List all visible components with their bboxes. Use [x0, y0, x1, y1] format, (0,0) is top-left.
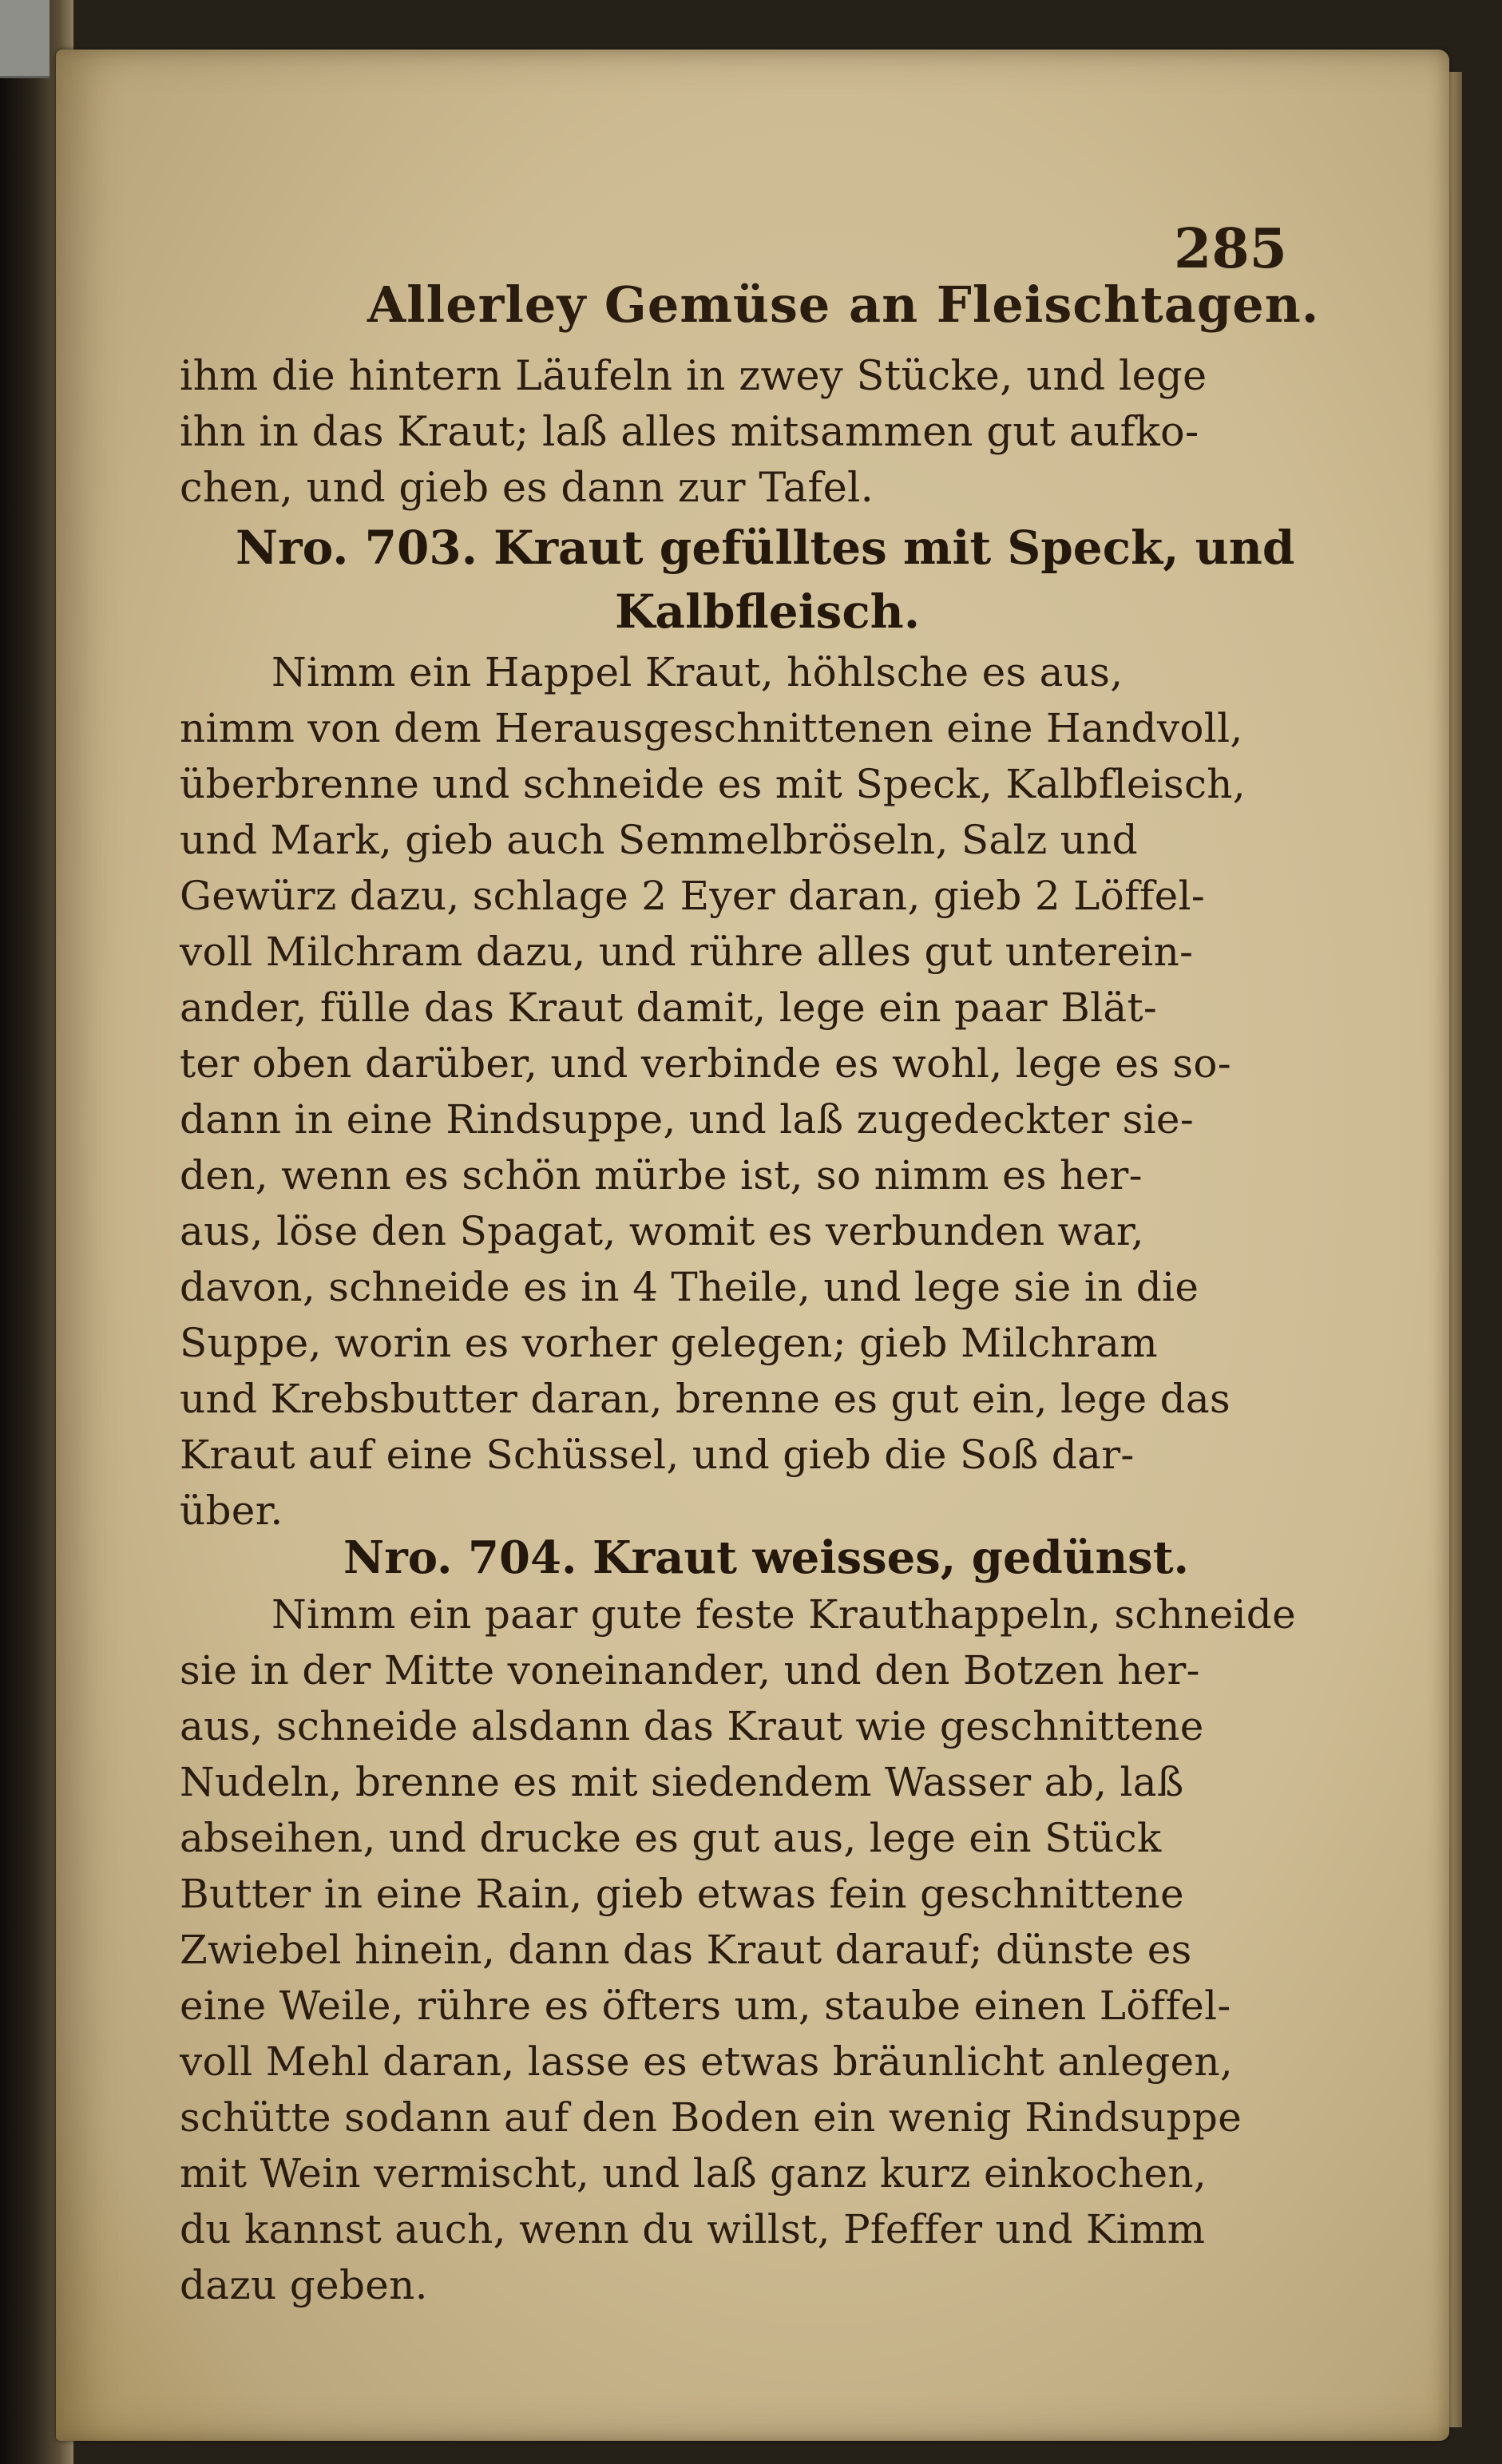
text-line: Butter in eine Rain, gieb etwas fein geschnittene [180, 1871, 1184, 1917]
text-line: den, wenn es schön mürbe ist, so nimm es her- [180, 1152, 1143, 1198]
text-line: und Mark, gieb auch Semmelbröseln, Salz und [180, 817, 1138, 863]
text-line: Nudeln, brenne es mit siedendem Wasser ab, laß [180, 1759, 1184, 1805]
text-line: aus, schneide alsdann das Kraut wie geschnittene [180, 1703, 1204, 1749]
recipe-heading-704: Nro. 704. Kraut weisses, gedünst. [343, 1531, 1190, 1584]
recipe-heading-703: Nro. 703. Kraut gefülltes mit Speck, und [236, 521, 1295, 575]
page-number: 285 [1174, 217, 1287, 281]
recipe-heading-703-cont: Kalbfleisch. [615, 584, 921, 639]
text-line: abseihen, und drucke es gut aus, lege ein Stück [180, 1815, 1162, 1861]
text-line: sie in der Mitte voneinander, und den Botzen her- [180, 1647, 1200, 1694]
text-line: und Krebsbutter daran, brenne es gut ein, lege das [180, 1376, 1231, 1422]
text-line: ter oben darüber, und verbinde es wohl, lege es so- [180, 1040, 1231, 1087]
text-line: Nimm ein paar gute feste Krauthappeln, schneide [271, 1591, 1296, 1638]
text-line: davon, schneide es in 4 Theile, und lege sie in die [180, 1264, 1199, 1310]
text-line: du kannst auch, wenn du willst, Pfeffer und Kimm [180, 2206, 1206, 2252]
text-line: Nimm ein Happel Kraut, höhlsche es aus, [271, 649, 1124, 695]
text-line: aus, löse den Spagat, womit es verbunden war, [180, 1208, 1144, 1254]
text-line: mit Wein vermischt, und laß ganz kurz einkochen, [180, 2150, 1207, 2197]
text-line: voll Mehl daran, lasse es etwas bräunlicht anlegen, [180, 2038, 1234, 2085]
text-line: Kraut auf eine Schüssel, und gieb die Soß dar- [180, 1432, 1135, 1478]
text-line: ihn in das Kraut; laß alles mitsammen gut aufko- [180, 409, 1199, 456]
text-line: überbrenne und schneide es mit Speck, Kalbfleisch, [180, 761, 1246, 807]
page-edge [1449, 72, 1462, 2427]
running-head: Allerley Gemüse an Fleischtagen. [367, 275, 1320, 334]
text-line: ander, fülle das Kraut damit, lege ein paar Blät- [180, 984, 1158, 1031]
text-line: voll Milchram dazu, und rühre alles gut unterein- [180, 929, 1194, 975]
text-line: über. [180, 1488, 283, 1534]
text-line: chen, und gieb es dann zur Tafel. [180, 465, 874, 512]
text-line: schütte sodann auf den Boden ein wenig Rindsuppe [180, 2094, 1242, 2141]
text-line: Gewürz dazu, schlage 2 Eyer daran, gieb 2 Löffel- [180, 873, 1206, 919]
scan-marker [0, 0, 50, 78]
book-page [56, 50, 1449, 2441]
text-line: Suppe, worin es vorher gelegen; gieb Milchram [180, 1320, 1158, 1366]
text-line: Zwiebel hinein, dann das Kraut darauf; dünste es [180, 1927, 1192, 1973]
text-line: ihm die hintern Läufeln in zwey Stücke, und lege [180, 353, 1207, 400]
text-line: dann in eine Rindsuppe, und laß zugedeckter sie- [180, 1096, 1195, 1143]
text-line: eine Weile, rühre es öfters um, staube einen Löffel- [180, 1983, 1231, 2029]
text-line: dazu geben. [180, 2262, 428, 2308]
text-line: nimm von dem Herausgeschnittenen eine Handvoll, [180, 705, 1243, 751]
